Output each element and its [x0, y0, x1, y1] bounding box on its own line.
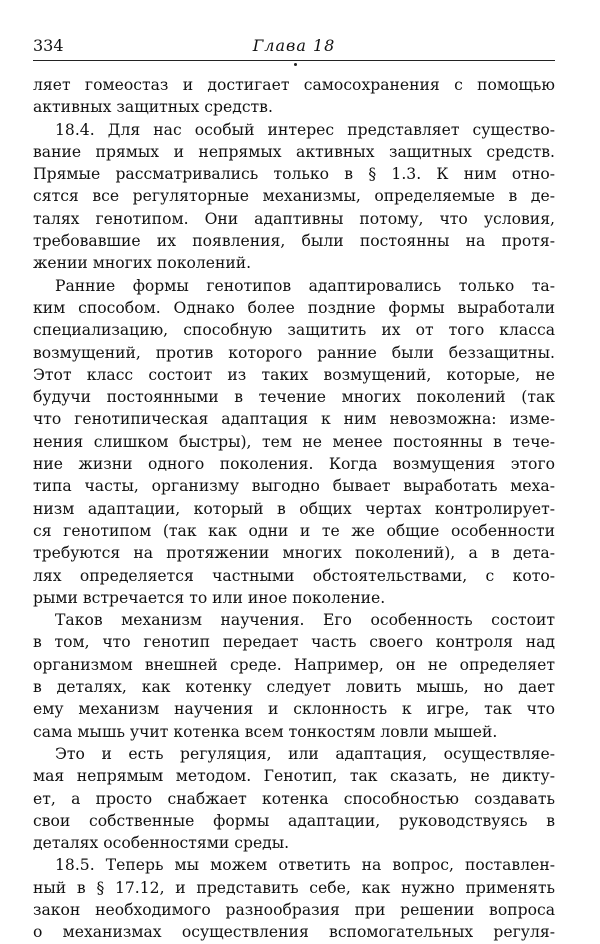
chapter-title: Глава 18: [252, 36, 336, 55]
header-rule: [33, 60, 555, 61]
text-line: жении многих поколений.: [33, 254, 252, 273]
text-line: организмом внешней среде. Например, он не определяет: [33, 655, 555, 674]
paragraph-continuation: [33, 74, 555, 119]
text-line: Этот класс состоит из таких возмущений, которые, не: [33, 365, 555, 384]
body-text: [33, 74, 555, 944]
text-line: 18.5. Теперь мы можем ответить на вопрос, поставлен-: [55, 856, 555, 875]
text-line: Таков механизм научения. Его особенность состоит: [55, 611, 555, 630]
paragraph-18-4: [33, 119, 555, 275]
text-line: возмущений, против которого ранние были беззащитны.: [33, 343, 555, 362]
text-line: ет, а просто снабжает котенка способностью создавать: [33, 789, 555, 808]
text-line: активных защитных средств.: [33, 98, 273, 117]
text-line: Прямые рассматривались только в § 1.3. К ним отно-: [33, 165, 555, 184]
paragraph-early-genotypes: [33, 275, 555, 609]
header-dot: [294, 63, 297, 66]
text-line: ние жизни одного поколения. Когда возмущения этого: [33, 455, 555, 474]
text-line: талях генотипом. Они адаптивны потому, что условия,: [33, 209, 555, 228]
text-line: вание прямых и непрямых активных защитных средств.: [33, 142, 555, 161]
text-line: низм адаптации, который в общих чертах контролирует-: [33, 499, 555, 518]
text-line: специализацию, способную защитить их от того класса: [33, 321, 555, 340]
text-line: закон необходимого разнообразия при решении вопроса: [33, 900, 555, 919]
text-line: ляет гомеостаз и достигает самосохранения с помощью: [33, 76, 555, 94]
text-line: о механизмах осуществления вспомогательных регуля-: [33, 923, 555, 942]
book-page: [33, 36, 555, 942]
text-line: требуются на протяжении многих поколений), а в дета-: [33, 544, 555, 563]
text-line: в деталях, как котенку следует ловить мышь, но дает: [33, 678, 555, 697]
text-line: ный в § 17.12, и представить себе, как нужно применять: [33, 878, 555, 897]
paragraph-learning-mechanism: [33, 609, 555, 743]
text-line: лях определяется частными обстоятельствами, с кото-: [33, 566, 555, 585]
running-header: [33, 36, 555, 60]
text-line: что генотипическая адаптация к ним невозможна: изме-: [33, 410, 555, 429]
paragraph-18-5: [33, 854, 555, 943]
text-line: ся генотипом (так как одни и те же общие особенности: [33, 521, 555, 540]
text-line: Ранние формы генотипов адаптировались только та-: [55, 276, 555, 295]
text-line: Это и есть регуляция, или адаптация, осуществляе-: [55, 744, 555, 763]
text-line: будучи постоянными в течение многих поколений (так: [33, 388, 555, 407]
text-line: 18.4. Для нас особый интерес представляет существо-: [55, 120, 555, 139]
text-line: требовавшие их появления, были постоянны на протя-: [33, 232, 555, 251]
text-line: рыми встречается то или иное поколение.: [33, 588, 386, 607]
text-line: в том, что генотип передает часть своего контроля над: [33, 633, 555, 652]
text-line: сятся все регуляторные механизмы, определяемые в де-: [33, 187, 555, 206]
text-line: ким способом. Однако более поздние формы выработали: [33, 298, 555, 317]
text-line: деталях особенностями среды.: [33, 834, 290, 853]
text-line: сама мышь учит котенка всем тонкостям ловли мышей.: [33, 722, 498, 741]
text-line: нения слишком быстры), тем не менее постоянны в тече-: [33, 432, 555, 451]
paragraph-indirect-regulation: [33, 743, 555, 854]
text-line: типа часты, организму выгодно бывает выработать меха-: [33, 477, 555, 496]
page-number: 334: [33, 36, 64, 55]
text-line: свои собственные формы адаптации, руководствуясь в: [33, 811, 555, 830]
text-line: ему механизм научения и склонность к игре, так что: [33, 700, 555, 719]
text-line: мая непрямым методом. Генотип, так сказать, не дикту-: [33, 767, 555, 786]
